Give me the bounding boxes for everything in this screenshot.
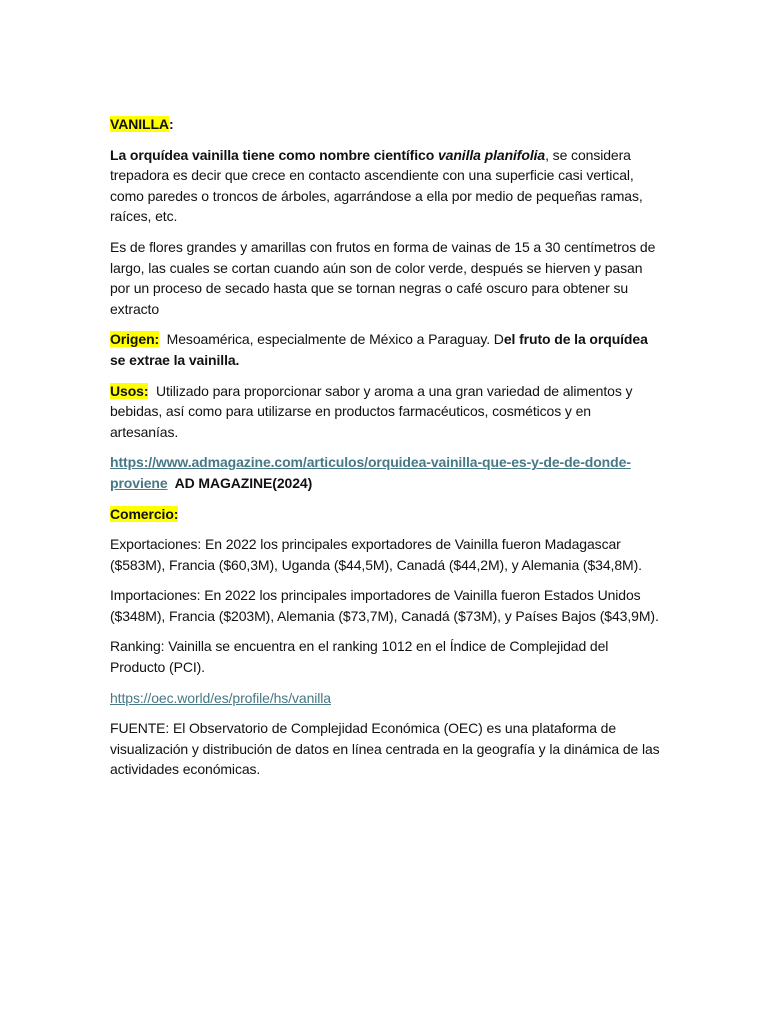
intro-paragraph	[110, 145, 662, 227]
origen-label: Origen:	[110, 331, 160, 348]
ad-source-label: AD MAGAZINE(2024)	[167, 474, 313, 491]
intro-bold-text: La orquídea vainilla tiene como nombre científico	[110, 146, 438, 163]
ad-magazine-link[interactable]: https://www.admagazine.com/articulos/orquidea-vainilla-que-es-y-de-de-donde-proviene	[110, 454, 631, 491]
fuente-paragraph: FUENTE: El Observatorio de Complejidad Económica (OEC) es una plataforma de visualización y distribución de datos en línea centrada en la geografía y la dinámica de las actividades económicas.	[110, 720, 660, 778]
title-highlight: VANILLA	[110, 116, 169, 132]
title-colon: :	[168, 116, 174, 132]
comercio-heading	[110, 504, 662, 525]
ad-source-paragraph	[110, 452, 662, 493]
oec-link-paragraph	[110, 688, 662, 709]
title-line	[110, 114, 662, 135]
intro-rest-text: , se considera trepadora es decir que crece en contacto ascendiente con una superficie casi vertical, como paredes o troncos de árboles, agarrándose a ella por medio de pequeñas ramas, raíces, etc.	[110, 146, 643, 225]
usos-label: Usos:	[110, 382, 149, 399]
origen-text: Mesoamérica, especialmente de México a Paraguay. D	[159, 331, 504, 348]
oec-link[interactable]: https://oec.world/es/profile/hs/vanilla	[110, 689, 331, 706]
importaciones-paragraph: Importaciones: En 2022 los principales importadores de Vainilla fueron Estados Unidos ($348M), Francia ($203M), Alemania ($73,7M), Canadá ($73M), y Países Bajos ($43,9M).	[110, 587, 659, 624]
usos-paragraph	[110, 381, 662, 443]
ranking-paragraph: Ranking: Vainilla se encuentra en el ranking 1012 en el Índice de Complejidad del Producto (PCI).	[110, 638, 609, 676]
document-page	[110, 114, 662, 790]
scientific-name: vanilla planifolia	[437, 146, 546, 163]
comercio-label: Comercio:	[110, 505, 179, 522]
origen-bold-text: el fruto de la orquídea se extrae la vainilla.	[110, 331, 648, 368]
exportaciones-paragraph: Exportaciones: En 2022 los principales exportadores de Vainilla fueron Madagascar ($583M), Francia ($60,3M), Uganda ($44,5M), Canadá ($44,2M), y Alemania ($34,8M).	[110, 536, 642, 573]
description-paragraph: Es de flores grandes y amarillas con frutos en forma de vainas de 15 a 30 centímetros de largo, las cuales se cortan cuando aún son de color verde, después se hierven y pasan por un proceso de secado hasta que se tornan negras o café oscuro para obtener su extracto	[110, 238, 656, 317]
origen-paragraph	[110, 329, 662, 370]
usos-text: Utilizado para proporcionar sabor y aroma a una gran variedad de alimentos y bebidas, así como para utilizarse en productos farmacéuticos, cosméticos y en artesanías.	[110, 382, 637, 440]
